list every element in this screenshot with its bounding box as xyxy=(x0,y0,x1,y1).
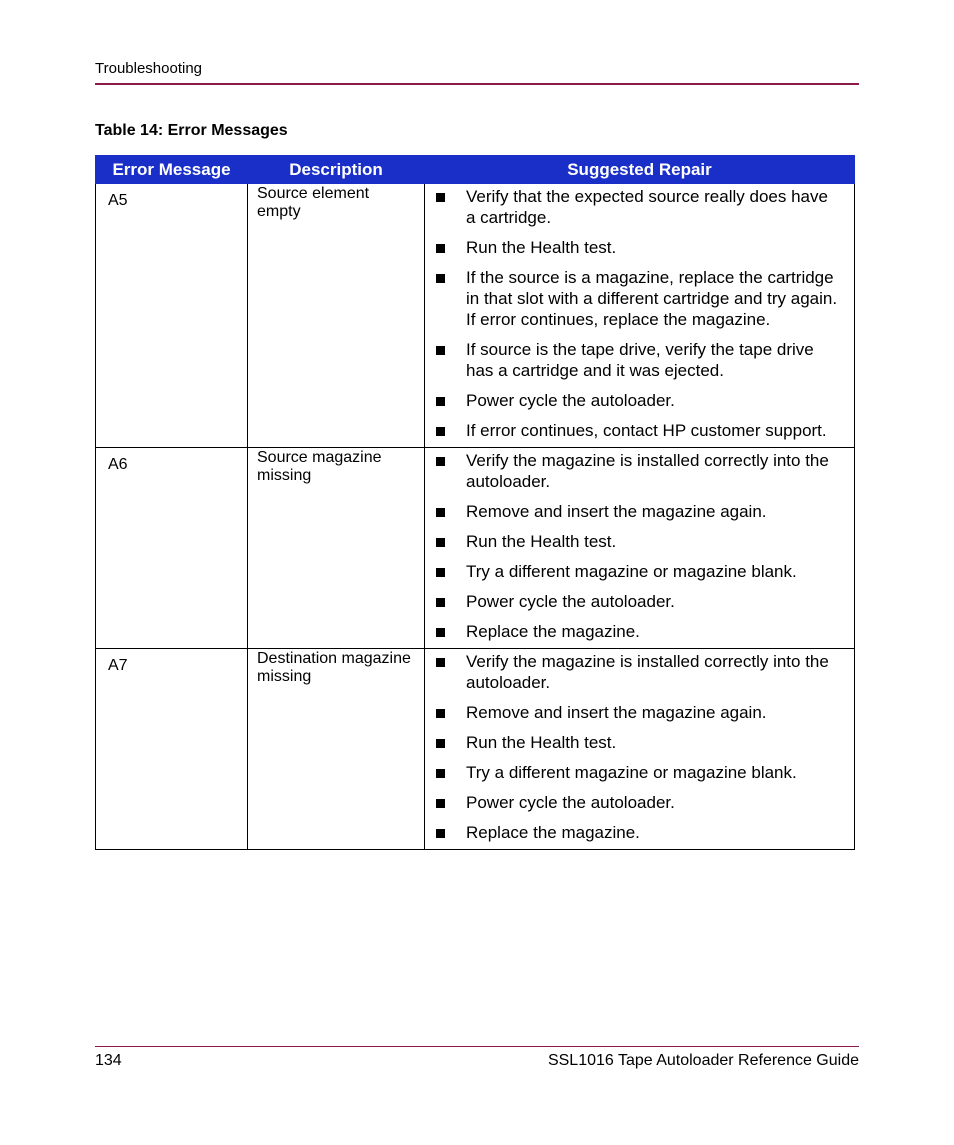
repair-item xyxy=(436,531,842,552)
column-header-description: Description xyxy=(248,156,425,184)
square-bullet-icon xyxy=(436,799,445,808)
square-bullet-icon xyxy=(436,274,445,283)
table-header-row xyxy=(96,156,855,184)
suggested-repair-cell xyxy=(425,649,855,850)
square-bullet-icon xyxy=(436,739,445,748)
repair-text: Power cycle the autoloader. xyxy=(466,793,675,812)
repair-item xyxy=(436,732,842,753)
suggested-repair-cell xyxy=(425,448,855,649)
column-header-error-message: Error Message xyxy=(96,156,248,184)
repair-item xyxy=(436,561,842,582)
repair-item xyxy=(436,237,842,258)
error-messages-table xyxy=(95,155,855,850)
repair-text: Verify the magazine is installed correctly into the autoloader. xyxy=(466,451,829,491)
column-header-suggested-repair: Suggested Repair xyxy=(425,156,855,184)
suggested-repair-cell xyxy=(425,184,855,448)
square-bullet-icon xyxy=(436,598,445,607)
square-bullet-icon xyxy=(436,244,445,253)
square-bullet-icon xyxy=(436,538,445,547)
repair-item xyxy=(436,702,842,723)
square-bullet-icon xyxy=(436,769,445,778)
running-header: Troubleshooting xyxy=(95,60,203,77)
repair-text: Run the Health test. xyxy=(466,532,617,551)
repair-item xyxy=(436,762,842,783)
error-code: A6 xyxy=(96,448,248,649)
square-bullet-icon xyxy=(436,397,445,406)
repair-list xyxy=(436,186,842,441)
repair-item xyxy=(436,501,842,522)
square-bullet-icon xyxy=(436,427,445,436)
table-caption: Table 14: Error Messages xyxy=(95,122,288,139)
table-row xyxy=(96,184,855,448)
square-bullet-icon xyxy=(436,568,445,577)
table-row xyxy=(96,649,855,850)
repair-item xyxy=(436,591,842,612)
repair-text: Run the Health test. xyxy=(466,238,617,257)
repair-text: Power cycle the autoloader. xyxy=(466,592,675,611)
repair-item xyxy=(436,267,842,330)
repair-list xyxy=(436,450,842,642)
repair-item xyxy=(436,621,842,642)
footer-rule xyxy=(95,1046,859,1047)
repair-item xyxy=(436,186,842,228)
page-number: 134 xyxy=(95,1052,122,1069)
square-bullet-icon xyxy=(436,508,445,517)
guide-title: SSL1016 Tape Autoloader Reference Guide xyxy=(547,1052,859,1069)
repair-text: Power cycle the autoloader. xyxy=(466,391,675,410)
repair-item xyxy=(436,390,842,411)
square-bullet-icon xyxy=(436,346,445,355)
table-row xyxy=(96,448,855,649)
square-bullet-icon xyxy=(436,193,445,202)
square-bullet-icon xyxy=(436,457,445,466)
repair-text: Verify that the expected source really does have a cartridge. xyxy=(466,187,828,227)
error-code: A7 xyxy=(96,649,248,850)
error-description: Source element empty xyxy=(248,184,425,448)
repair-text: Verify the magazine is installed correctly into the autoloader. xyxy=(466,652,829,692)
repair-list xyxy=(436,651,842,843)
repair-text: Try a different magazine or magazine blank. xyxy=(466,562,797,581)
repair-text: If error continues, contact HP customer support. xyxy=(466,421,827,440)
square-bullet-icon xyxy=(436,829,445,838)
repair-item xyxy=(436,420,842,441)
square-bullet-icon xyxy=(436,628,445,637)
repair-text: Replace the magazine. xyxy=(466,622,640,641)
square-bullet-icon xyxy=(436,658,445,667)
repair-item xyxy=(436,651,842,693)
repair-text: Remove and insert the magazine again. xyxy=(466,502,767,521)
repair-text: Try a different magazine or magazine blank. xyxy=(466,763,797,782)
repair-text: Remove and insert the magazine again. xyxy=(466,703,767,722)
repair-text: If the source is a magazine, replace the cartridge in that slot with a different cartridge and try again. If error continues, replace the magazine. xyxy=(466,268,838,329)
repair-text: Run the Health test. xyxy=(466,733,617,752)
square-bullet-icon xyxy=(436,709,445,718)
error-description: Destination magazine missing xyxy=(248,649,425,850)
error-code: A5 xyxy=(96,184,248,448)
repair-item xyxy=(436,822,842,843)
repair-text: If source is the tape drive, verify the tape drive has a cartridge and it was ejected. xyxy=(466,340,814,380)
header-rule xyxy=(95,83,859,85)
repair-item xyxy=(436,450,842,492)
repair-text: Replace the magazine. xyxy=(466,823,640,842)
repair-item xyxy=(436,339,842,381)
error-description: Source magazine missing xyxy=(248,448,425,649)
repair-item xyxy=(436,792,842,813)
